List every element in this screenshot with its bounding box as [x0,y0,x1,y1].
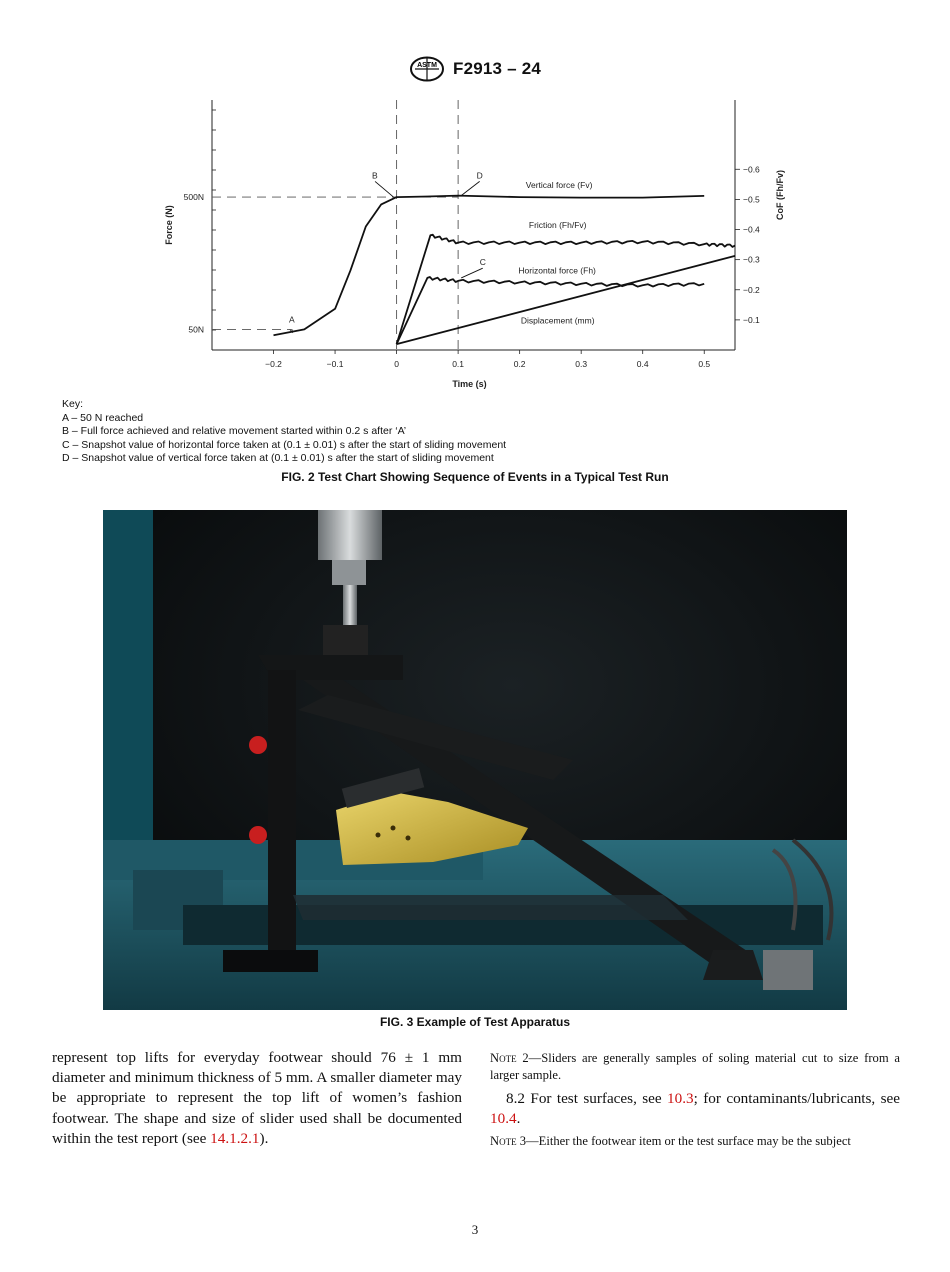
note-2-label: Note [490,1051,517,1065]
key-item-c: C – Snapshot value of horizontal force taken at (0.1 ± 0.01) s after the start of sliding movement [62,438,507,451]
fig3-caption: FIG. 3 Example of Test Apparatus [379,1015,571,1029]
x-tick-label: −0.1 [326,359,344,369]
x-tick-label: 0.3 [575,359,588,369]
page-number: 3 [471,1222,479,1237]
annotation-c-pointer [461,268,483,278]
x-axis-label: Time (s) [452,379,487,389]
left-text-2: ). [259,1129,269,1147]
force-time-chart [150,92,790,397]
annotation-b-label: B [372,170,378,181]
link-14-1-2-1[interactable]: 14.1.2.1 [210,1129,260,1147]
series-line-1 [274,196,705,336]
test-apparatus-photo [103,510,847,1010]
y-right-tick-label: −0.2 [743,284,760,295]
para-text-3: . [516,1110,521,1128]
left-text-1: represent top lifts for everyday footwear should 76 ± 1 mm diameter and minimum thickness of 5 mm. A smaller diameter may be appropriate to represent the top lift of women’s fashion footwear. The shape and size of slider used shall be documented within the test report (see [52,1049,462,1147]
right-column-text [490,1050,900,1150]
note-2-text: 2—Sliders are generally samples of soling material cut to size from a larger sample. [490,1051,900,1082]
link-10-3[interactable]: 10.3 [667,1090,694,1107]
series-label-3: Horizontal force (Fh) [518,265,596,276]
key-title: Key: [62,398,84,410]
x-tick-label: 0.1 [452,359,465,369]
y-right-tick-label: −0.6 [743,164,760,175]
series-label-4: Displacement (mm) [520,315,595,326]
page-header [0,56,950,82]
note-3-label: Note [490,1134,517,1149]
figure-key [62,398,506,466]
x-tick-label: 0.4 [636,359,649,369]
para-text-1: 8.2 For test surfaces, see [506,1090,668,1107]
x-tick-label: 0.5 [698,359,711,369]
annotation-a-marker: × [288,326,294,336]
note-3-text: 3—Either the footwear item or the test surface may be the subject [516,1134,851,1149]
series-label-1: Vertical force (Fv) [525,180,593,191]
annotation-b-pointer [375,181,393,197]
astm-logo-text: ASTM [417,62,437,69]
note-2 [490,1050,900,1083]
fig2-caption: FIG. 2 Test Chart Showing Sequence of Events in a Typical Test Run [281,470,669,484]
x-tick-label: 0 [394,359,399,369]
document-id: F2913 – 24 [452,59,541,78]
key-item-b: B – Full force achieved and relative movement started within 0.2 s after ‘A’ [62,425,407,438]
series-label-2: Friction (Fh/Fv) [528,219,587,230]
para-text-2: ; for contaminants/lubricants, see [693,1090,900,1107]
y-left-tick-label: 50N [188,324,204,335]
y-left-tick-label: 500N [183,192,204,203]
astm-logo [409,56,445,82]
x-tick-label: −0.2 [265,359,282,369]
y-right-tick-label: −0.4 [743,224,760,235]
y-right-tick-label: −0.1 [743,314,760,325]
y-axis-left-label: Force (N) [164,205,174,245]
y-axis-right-label: CoF (Fh/Fv) [775,170,785,220]
y-right-tick-label: −0.5 [743,194,760,205]
key-item-a: A – 50 N reached [62,411,144,424]
annotation-d-label: D [476,170,483,181]
series-line-2 [397,235,735,344]
section-8-2 [490,1089,900,1129]
key-item-d: D – Snapshot value of vertical force taken at (0.1 ± 0.01) s after the start of sliding movement [62,452,494,465]
y-right-tick-label: −0.3 [743,254,760,265]
series-line-3 [397,277,705,344]
annotation-c-label: C [479,257,486,268]
x-tick-label: 0.2 [513,359,526,369]
annotation-d-pointer [461,181,479,195]
link-10-4[interactable]: 10.4 [490,1110,517,1128]
left-column-text [52,1048,462,1149]
note-3 [490,1133,900,1150]
annotation-a-label: A [288,314,295,325]
